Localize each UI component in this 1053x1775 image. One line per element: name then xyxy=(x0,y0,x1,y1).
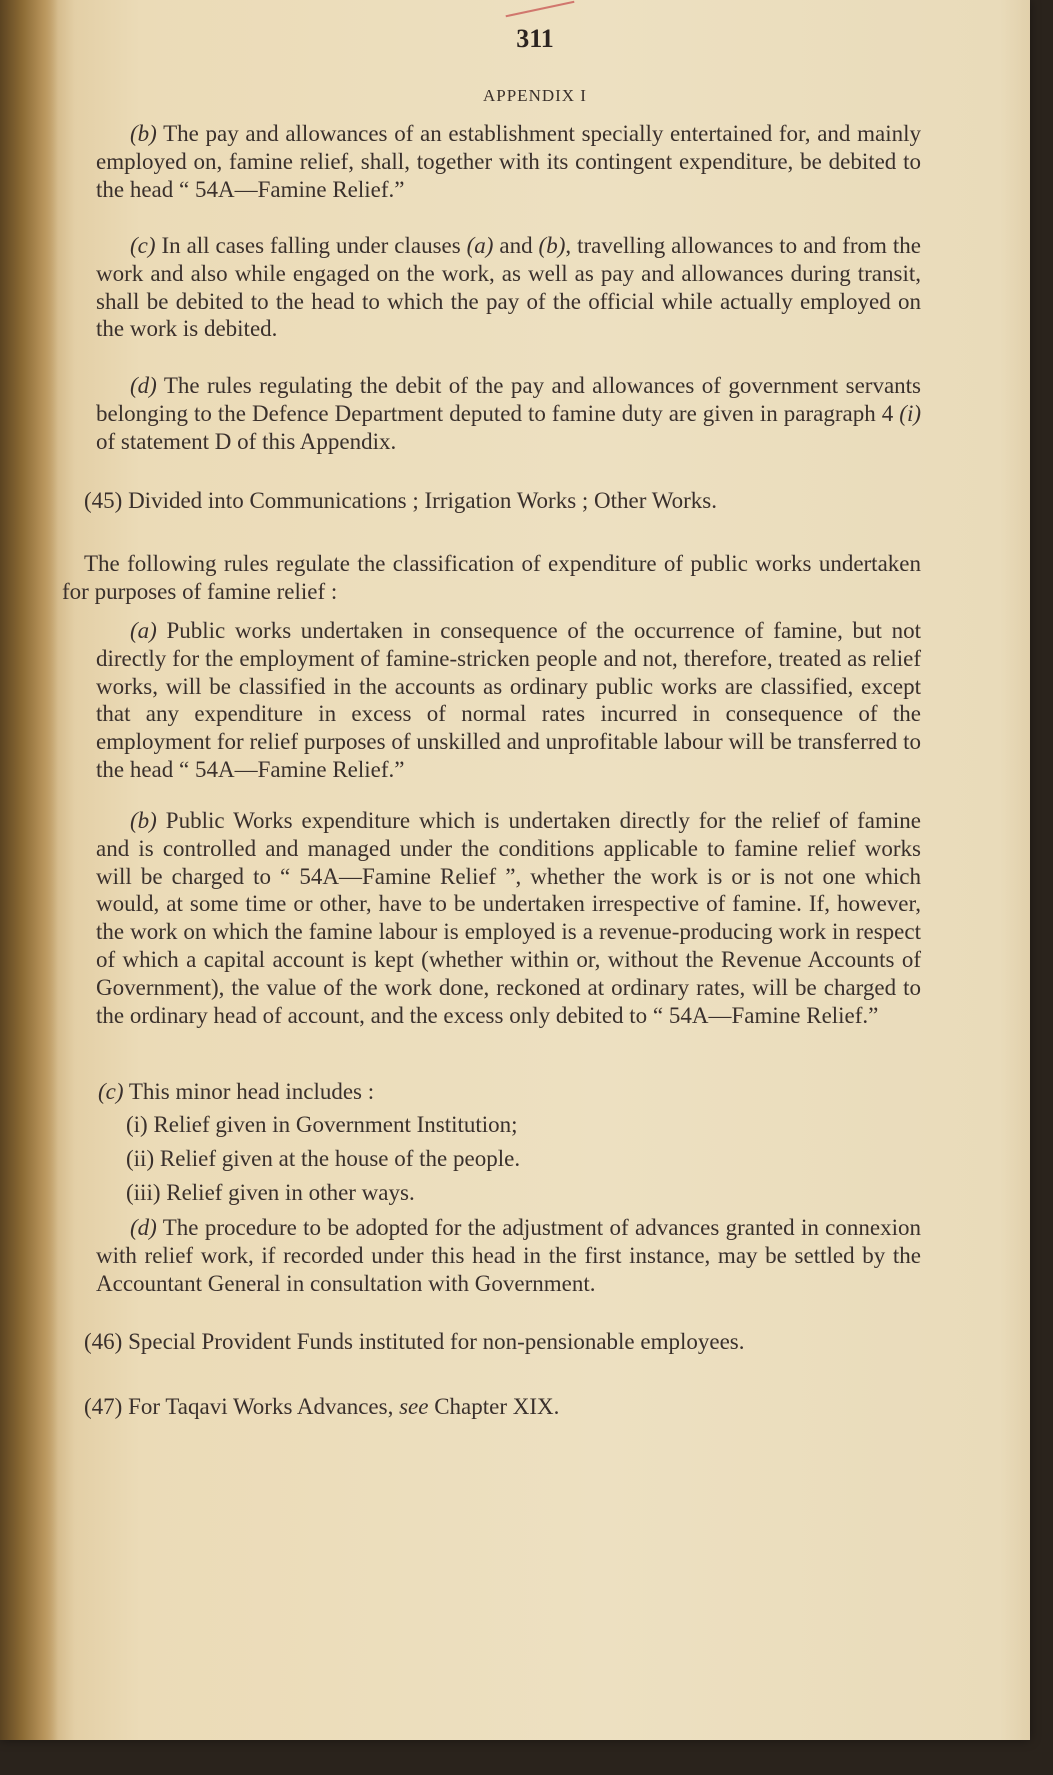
clause-label: (b) xyxy=(130,121,157,146)
list-item: (i) Relief given in Government Institution; xyxy=(126,1112,518,1137)
clause-label: (b) xyxy=(130,808,157,833)
clause-label: (c) xyxy=(98,1079,124,1104)
paragraph-d-procedure xyxy=(96,1214,921,1297)
paragraph-following-rules xyxy=(62,550,921,606)
paragraph-c-travelling xyxy=(96,232,921,343)
book-spine-shadow xyxy=(0,0,58,1740)
clause-ref: (i) xyxy=(899,400,921,426)
list-item: (ii) Relief given at the house of the people. xyxy=(126,1146,521,1171)
see-reference: see xyxy=(399,1394,429,1419)
clause-label: (d) xyxy=(130,1215,157,1240)
list-item: (iii) Relief given in other ways. xyxy=(126,1180,415,1205)
clause-label: (a) xyxy=(130,618,157,643)
note-text: Chapter XIX. xyxy=(428,1394,560,1419)
paragraph-a-public-works xyxy=(96,617,921,784)
paragraph-b-establishment xyxy=(96,120,921,203)
paragraph-text: The following rules regulate the classification of expenditure of public works undertaken for purposes of famine relief : xyxy=(62,551,921,604)
red-pencil-mark xyxy=(506,1,575,18)
note-text: (47) For Taqavi Works Advances, xyxy=(84,1394,400,1419)
clause-ref: (a) xyxy=(466,233,494,258)
paragraph-text: Public Works expenditure which is undertaken directly for the relief of famine and is controlled and managed under the conditions applicable to famine relief works will be charged to “ 54A—Famine Relief ”, whether the work is or is not one which would, at some time or other, have to be undertaken irrespective of famine. If, however, the work on which the famine labour is employed is a revenue-producing work in respect of which a capital account is kept (whether within or, without the Revenue Accounts of Government), the value of the work done, reckoned at ordinary rates, will be charged to the ordinary head of account, and the excess only debited to “ 54A—Famine Relief.” xyxy=(96,808,921,1028)
note-47 xyxy=(62,1393,921,1421)
paragraph-text: This minor head includes : xyxy=(123,1079,375,1104)
paragraph-text: Public works undertaken in consequence of the occurrence of famine, but not directly for the employment of famine-stricken people and not, therefore, treated as relief works, will be classified in the accounts as ordinary public works are classified, except that any expenditure in excess of normal rates incurred in consequence of the employment for relief purposes of unskilled and unprofitable labour will be transferred to the head “ 54A—Famine Relief.” xyxy=(96,618,921,782)
paragraph-text: and xyxy=(493,233,539,258)
paragraph-text: , travelling allowances to and from the work and also while engaged on the work, as well as pay and allowances during transit, shall be debited to the head to which the pay of the official while actually employed on the work is debited. xyxy=(96,233,921,342)
paragraph-text: The pay and allowances of an establishment specially entertained for, and mainly employed on, famine relief, shall, together with its contingent expenditure, be debited to the head “ 54A—Famine Relief.” xyxy=(96,121,921,202)
clause-ref: (b) xyxy=(538,233,566,258)
paragraph-text: In all cases falling under clauses xyxy=(155,233,467,258)
note-45 xyxy=(62,487,921,515)
page-number: 311 xyxy=(516,24,554,53)
note-text: (45) Divided into Communications ; Irrigation Works ; Other Works. xyxy=(84,488,717,513)
paragraph-text: The procedure to be adopted for the adjustment of advances granted in connexion with relief work, if recorded under this head in the first instance, may be settled by the Accountant General in consultation with Government. xyxy=(96,1215,921,1296)
running-head: APPENDIX I xyxy=(483,86,587,105)
note-text: (46) Special Provident Funds instituted for non-pensionable employees. xyxy=(84,1329,745,1354)
clause-label: (c) xyxy=(130,233,156,258)
clause-label: (d) xyxy=(130,373,157,398)
paragraph-d-defence xyxy=(96,372,921,455)
paragraph-text: of statement D of this Appendix. xyxy=(96,428,397,454)
paragraph-text: The rules regulating the debit of the pay and allowances of government servants belonging to the Defence Department deputed to famine duty are given in paragraph 4 xyxy=(96,373,921,426)
paragraph-c-minor-head xyxy=(96,1078,921,1106)
paragraph-b-public-works-expenditure xyxy=(96,807,921,1029)
note-46 xyxy=(62,1328,921,1356)
